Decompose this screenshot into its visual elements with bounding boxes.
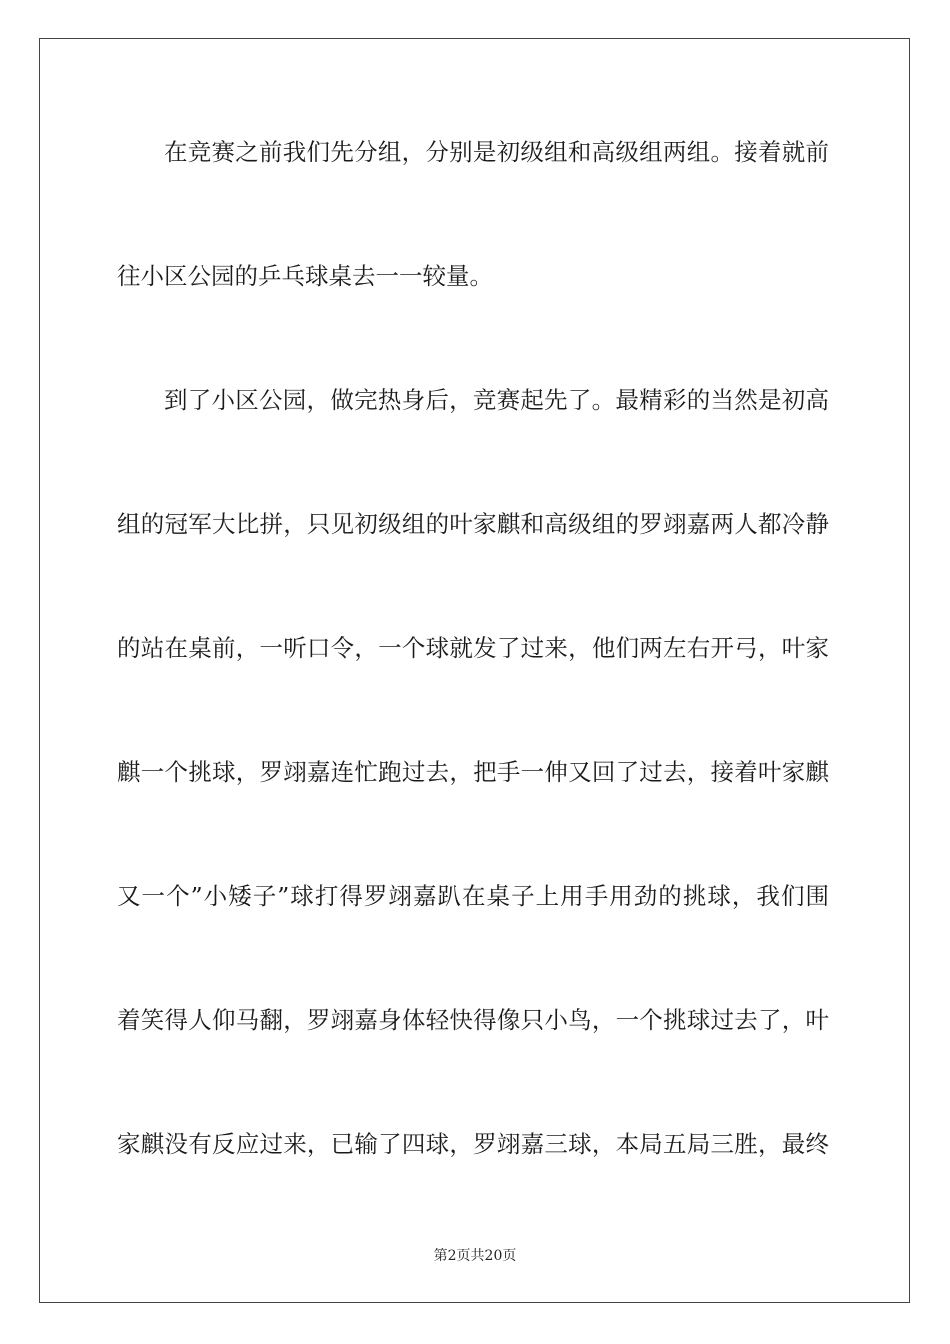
page-number: 第2页 (433, 1248, 471, 1264)
paragraph-2-line-7: 家麒没有反应过来，已输了四球，罗翊嘉三球，本局五局三胜，最终 (117, 1130, 829, 1158)
paragraph-1-line-1: 在竞赛之前我们先分组，分别是初级组和高级组两组。接着就前 (164, 138, 829, 166)
paragraph-2-line-1: 到了小区公园，做完热身后，竞赛起先了。最精彩的当然是初高 (164, 386, 829, 414)
paragraph-2-line-2: 组的冠军大比拼，只见初级组的叶家麒和高级组的罗翊嘉两人都冷静 (117, 510, 829, 538)
paragraph-2-line-5: 又一个”小矮子”球打得罗翊嘉趴在桌子上用手用劲的挑球，我们围 (117, 882, 829, 910)
paragraph-2-line-6: 着笑得人仰马翻，罗翊嘉身体轻快得像只小鸟，一个挑球过去了，叶 (117, 1006, 829, 1034)
paragraph-1-line-2: 往小区公园的乒乓球桌去一一较量。 (117, 262, 493, 290)
page-footer (0, 1247, 950, 1265)
page-border (39, 38, 910, 1303)
paragraph-2-line-3: 的站在桌前，一听口令，一个球就发了过来，他们两左右开弓，叶家 (117, 634, 829, 662)
page-total: 共20页 (470, 1248, 517, 1264)
paragraph-2-line-4: 麒一个挑球，罗翊嘉连忙跑过去，把手一伸又回了过去，接着叶家麒 (117, 758, 829, 786)
